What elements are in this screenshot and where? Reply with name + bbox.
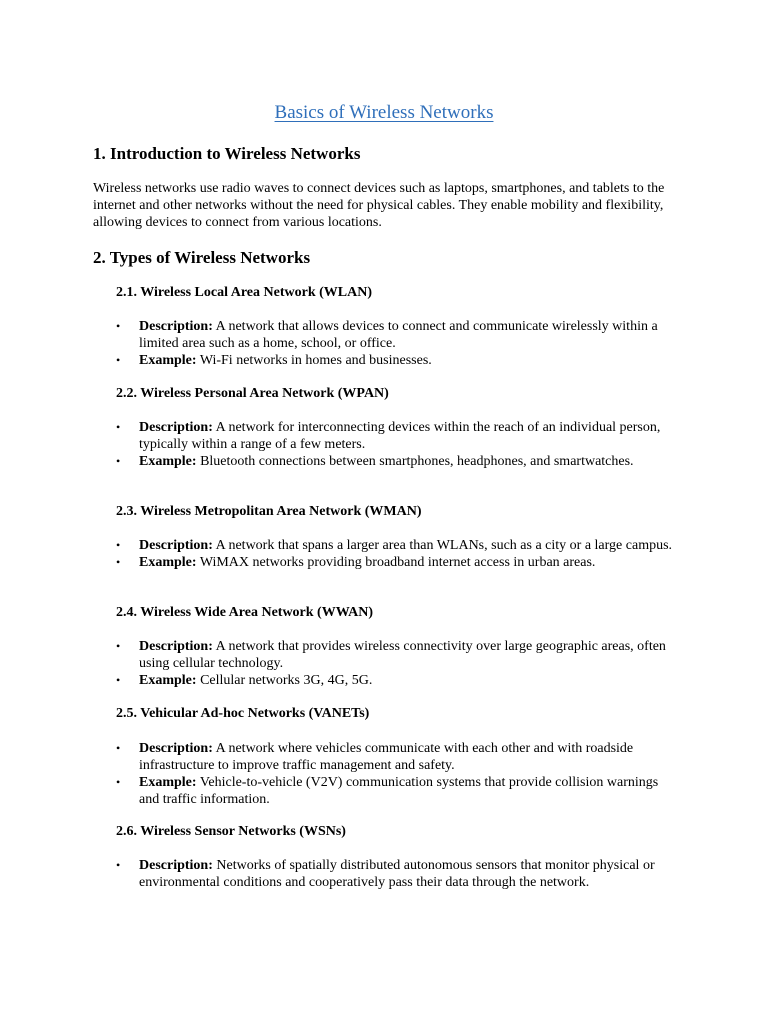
- list-item: [116, 857, 676, 891]
- item-text: Vehicle-to-vehicle (V2V) communication systems that provide collision warnings and traffic information.: [139, 775, 659, 807]
- item-text: Wi-Fi networks in homes and businesses.: [199, 353, 432, 368]
- list-item: [116, 638, 676, 672]
- bullet-icon: •: [116, 454, 121, 468]
- list-item: [116, 419, 676, 453]
- item-label: Example:: [139, 555, 197, 570]
- vanets-bullet-list: [116, 740, 676, 808]
- bullet-icon: •: [116, 319, 121, 333]
- wman-bullet-list: [116, 537, 676, 571]
- item-label: Description:: [139, 420, 213, 435]
- subsection-heading-wwan: 2.4. Wireless Wide Area Network (WWAN): [116, 605, 374, 620]
- bullet-icon: •: [116, 420, 121, 434]
- bullet-icon: •: [116, 353, 121, 367]
- subsection-heading-wman: 2.3. Wireless Metropolitan Area Network (WMAN): [116, 504, 422, 519]
- subsection-heading-wpan: 2.2. Wireless Personal Area Network (WPAN): [116, 386, 389, 401]
- item-text: WiMAX networks providing broadband internet access in urban areas.: [199, 555, 596, 570]
- bullet-icon: •: [116, 538, 121, 552]
- introduction-paragraph: Wireless networks use radio waves to connect devices such as laptops, smartphones, and tablets to the internet and other networks without the need for physical cables. They enable mobility and flexibility, allowing devices to connect from various locations.: [93, 181, 665, 230]
- item-label: Example:: [139, 454, 197, 469]
- list-item: [116, 318, 676, 352]
- list-item: [116, 554, 676, 571]
- item-text: A network that allows devices to connect and communicate wirelessly within a limited area such as a home, school, or office.: [139, 319, 658, 351]
- item-text: Bluetooth connections between smartphones, headphones, and smartwatches.: [200, 454, 634, 469]
- list-item: [116, 537, 676, 554]
- item-label: Example:: [139, 353, 197, 368]
- subsection-heading-wlan: 2.1. Wireless Local Area Network (WLAN): [116, 285, 372, 300]
- bullet-icon: •: [116, 858, 121, 872]
- item-text: Networks of spatially distributed autonomous sensors that monitor physical or environmental conditions and cooperatively pass their data through the network.: [139, 858, 655, 890]
- item-text: Cellular networks 3G, 4G, 5G.: [200, 673, 373, 688]
- bullet-icon: •: [116, 673, 121, 687]
- item-label: Example:: [139, 673, 197, 688]
- item-label: Description:: [139, 319, 213, 334]
- subsection-heading-wsns: 2.6. Wireless Sensor Networks (WSNs): [116, 824, 346, 839]
- bullet-icon: •: [116, 775, 121, 789]
- list-item: [116, 740, 676, 774]
- item-text: A network that provides wireless connectivity over large geographic areas, often using cellular technology.: [139, 639, 666, 671]
- bullet-icon: •: [116, 741, 121, 755]
- list-item: [116, 453, 676, 470]
- wwan-bullet-list: [116, 638, 676, 689]
- item-label: Example:: [139, 775, 197, 790]
- item-text: A network that spans a larger area than WLANs, such as a city or a large campus.: [215, 538, 673, 553]
- list-item: [116, 774, 676, 808]
- wpan-bullet-list: [116, 419, 676, 470]
- wsns-bullet-list: [116, 857, 676, 891]
- bullet-icon: •: [116, 555, 121, 569]
- item-label: Description:: [139, 639, 213, 654]
- bullet-icon: •: [116, 639, 121, 653]
- list-item: [116, 672, 676, 689]
- item-text: A network for interconnecting devices within the reach of an individual person, typically within a range of a few meters.: [139, 420, 661, 452]
- document-title: Basics of Wireless Networks: [274, 102, 494, 123]
- item-label: Description:: [139, 538, 213, 553]
- item-label: Description:: [139, 858, 213, 873]
- wlan-bullet-list: [116, 318, 676, 369]
- section-heading-introduction: 1. Introduction to Wireless Networks: [93, 144, 361, 163]
- item-text: A network where vehicles communicate with each other and with roadside infrastructure to improve traffic management and safety.: [139, 741, 634, 773]
- item-label: Description:: [139, 741, 213, 756]
- list-item: [116, 352, 676, 369]
- section-heading-types: 2. Types of Wireless Networks: [93, 248, 311, 267]
- subsection-heading-vanets: 2.5. Vehicular Ad-hoc Networks (VANETs): [116, 706, 370, 721]
